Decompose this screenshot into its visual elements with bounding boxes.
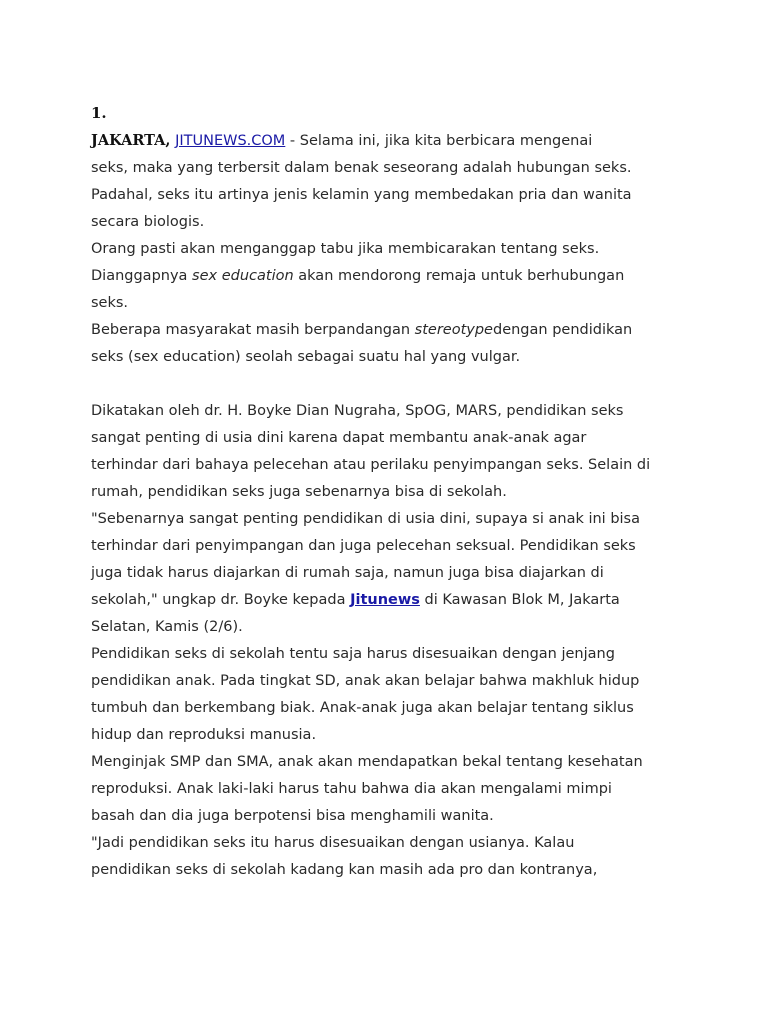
quote-line-5: Selatan, Kamis (2/6).	[91, 619, 243, 635]
quote-line-4-pre: sekolah," ungkap dr. Boyke kepada	[91, 592, 351, 608]
document-body	[91, 100, 691, 884]
intro-line-4: secara biologis.	[91, 214, 205, 230]
intro-line-2: seks, maka yang terbersit dalam benak seseorang adalah hubungan seks.	[91, 160, 632, 176]
quote-line-4-post: di Kawasan Blok M, Jakarta	[419, 592, 620, 608]
paragraph-smp-sma	[91, 749, 691, 830]
sex-education-emphasis: sex education	[192, 268, 294, 284]
taboo-line-1: Orang pasti akan menganggap tabu jika membicarakan tentang seks.	[91, 241, 600, 257]
paragraph-closing-quote	[91, 830, 691, 884]
boyke-line-2: sangat penting di usia dini karena dapat membantu anak-anak agar	[91, 430, 587, 446]
stereotype-line-1-post: dengan pendidikan	[492, 322, 633, 338]
sd-line-1: Pendidikan seks di sekolah tentu saja harus disesuaikan dengan jenjang	[91, 646, 615, 662]
sd-line-4: hidup dan reproduksi manusia.	[91, 727, 317, 743]
quote-line-3: juga tidak harus diajarkan di rumah saja, namun juga bisa diajarkan di	[91, 565, 604, 581]
dateline: JAKARTA,	[91, 132, 171, 149]
paragraph-intro	[91, 127, 691, 236]
boyke-line-3: terhindar dari bahaya pelecehan atau perilaku penyimpangan seks. Selain di	[91, 457, 651, 473]
jitunews-link[interactable]: Jitunews	[350, 592, 420, 608]
sd-line-2: pendidikan anak. Pada tingkat SD, anak akan belajar bahwa makhluk hidup	[91, 673, 640, 689]
taboo-line-2-pre: Dianggapnya	[91, 268, 193, 284]
paragraph-quote	[91, 506, 691, 641]
paragraph-taboo	[91, 236, 691, 317]
smp-line-2: reproduksi. Anak laki-laki harus tahu bahwa dia akan mengalami mimpi	[91, 781, 612, 797]
stereotype-line-1-pre: Beberapa masyarakat masih berpandangan	[91, 322, 415, 338]
taboo-line-3: seks.	[91, 295, 129, 311]
boyke-line-4: rumah, pendidikan seks juga sebenarnya bisa di sekolah.	[91, 484, 507, 500]
sd-line-3: tumbuh dan berkembang biak. Anak-anak juga akan belajar tentang siklus	[91, 700, 634, 716]
closing-line-1: "Jadi pendidikan seks itu harus disesuaikan dengan usianya. Kalau	[91, 835, 575, 851]
quote-line-1: "Sebenarnya sangat penting pendidikan di usia dini, supaya si anak ini bisa	[91, 511, 640, 527]
smp-line-3: basah dan dia juga berpotensi bisa menghamili wanita.	[91, 808, 494, 824]
stereotype-line-2: seks (sex education) seolah sebagai suatu hal yang vulgar.	[91, 349, 521, 365]
quote-line-2: terhindar dari penyimpangan dan juga pelecehan seksual. Pendidikan seks	[91, 538, 636, 554]
taboo-line-2-post: akan mendorong remaja untuk berhubungan	[293, 268, 625, 284]
source-link[interactable]: JITUNEWS.COM	[175, 133, 286, 149]
intro-line-3: Padahal, seks itu artinya jenis kelamin yang membedakan pria dan wanita	[91, 187, 632, 203]
paragraph-sd	[91, 641, 691, 749]
intro-line-1: - Selama ini, jika kita berbicara mengenai	[285, 133, 593, 149]
paragraph-stereotype	[91, 317, 691, 371]
stereotype-emphasis: stereotype	[414, 322, 493, 338]
list-number: 1.	[91, 104, 107, 122]
paragraph-boyke	[91, 398, 691, 506]
paragraph-gap	[91, 371, 691, 398]
boyke-line-1: Dikatakan oleh dr. H. Boyke Dian Nugraha, SpOG, MARS, pendidikan seks	[91, 403, 624, 419]
smp-line-1: Menginjak SMP dan SMA, anak akan mendapatkan bekal tentang kesehatan	[91, 754, 643, 770]
closing-line-2: pendidikan seks di sekolah kadang kan masih ada pro dan kontranya,	[91, 862, 598, 878]
